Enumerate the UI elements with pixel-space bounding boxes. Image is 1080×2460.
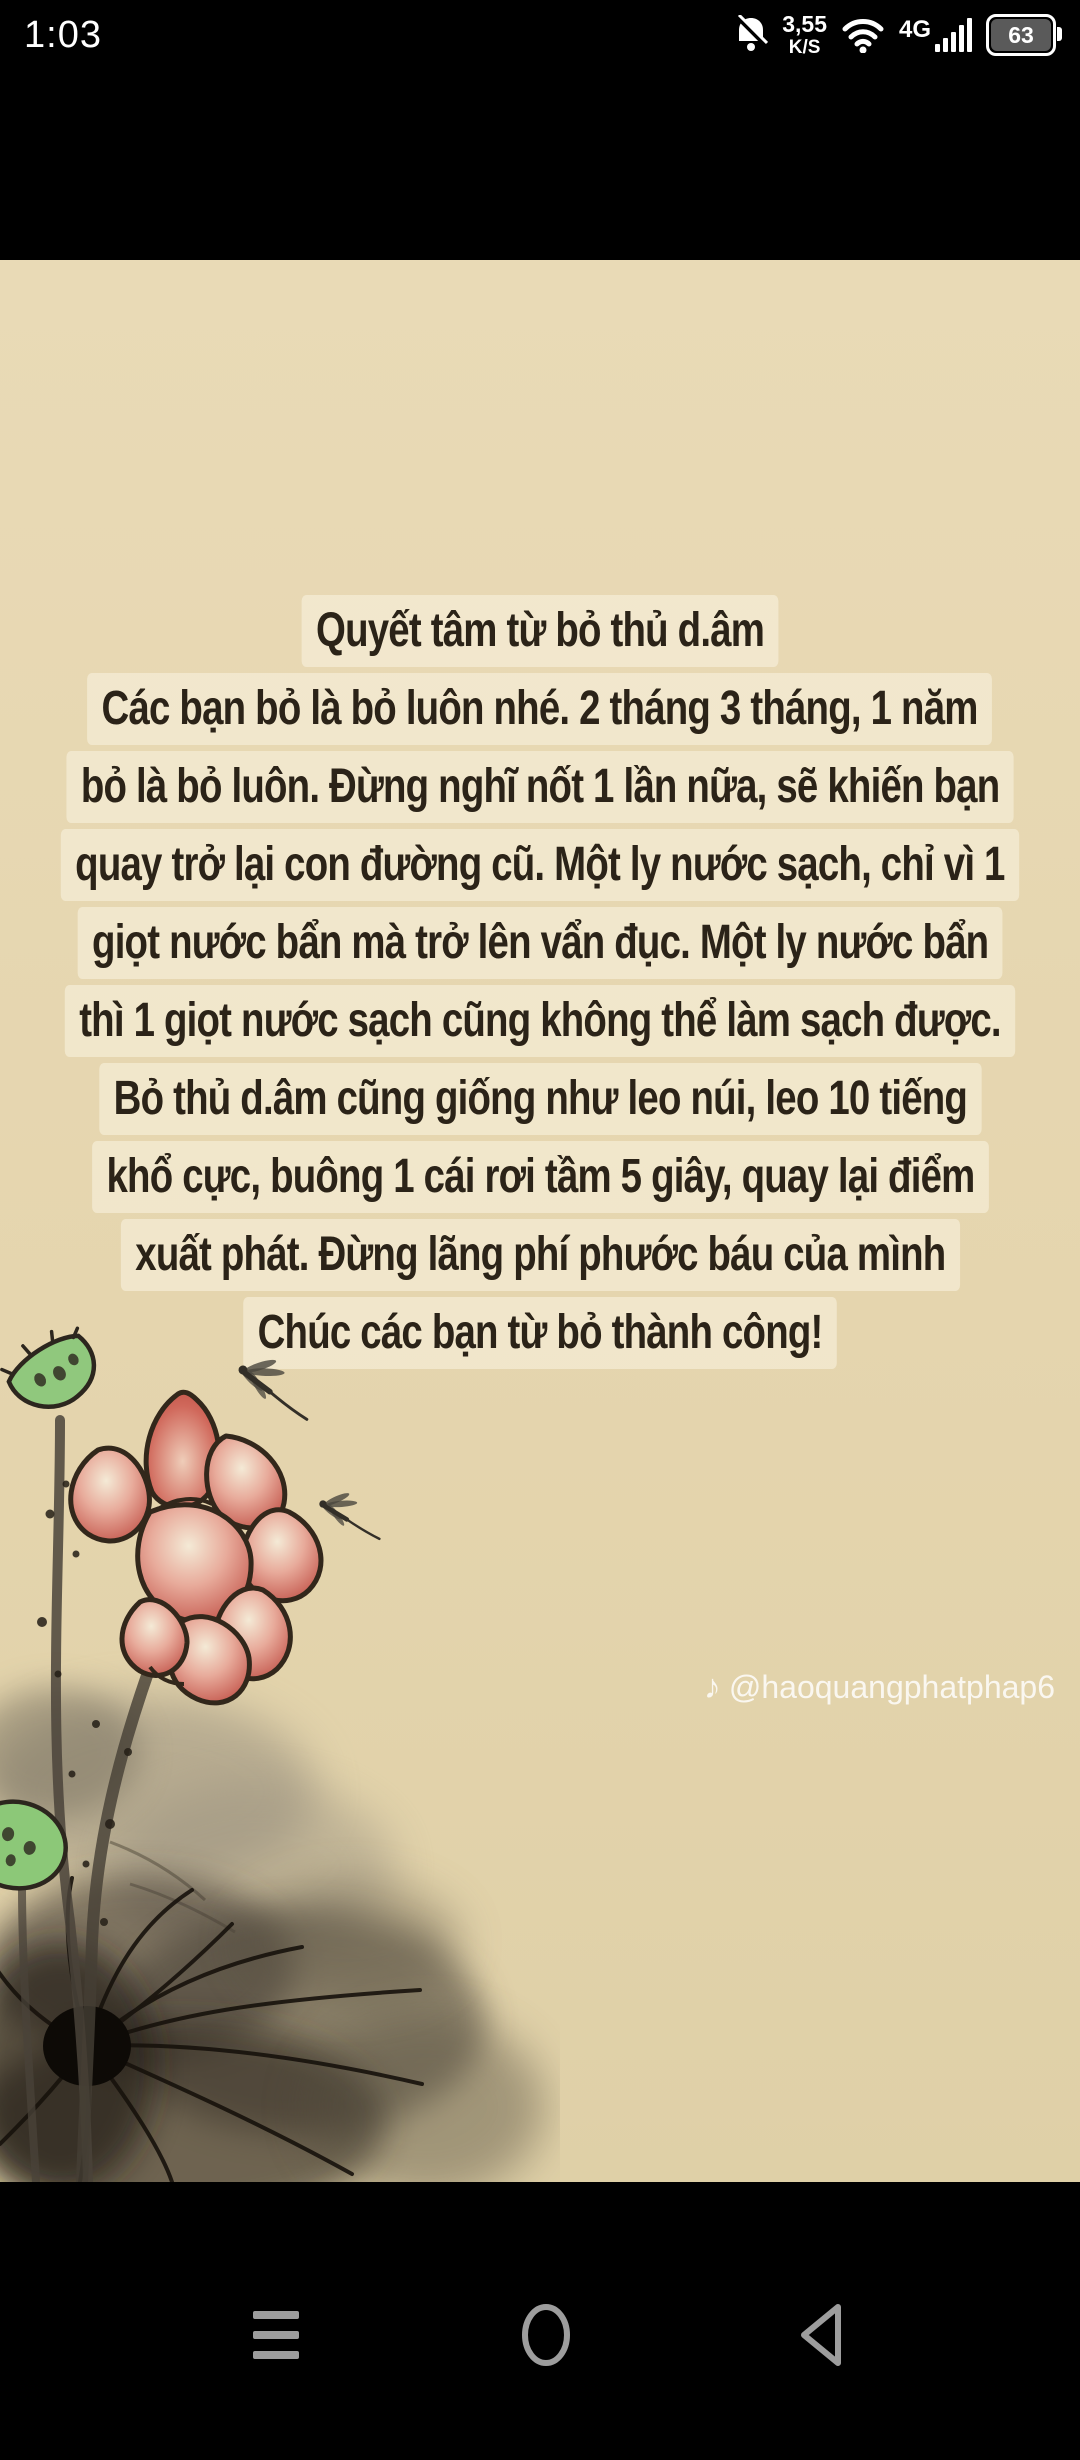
poster-line: Bỏ thủ d.âm cũng giống như leo núi, leo 10 tiếng <box>99 1063 981 1136</box>
poster-line: Các bạn bỏ là bỏ luôn nhé. 2 tháng 3 tháng, 1 năm <box>88 673 993 746</box>
back-icon <box>794 2301 846 2369</box>
home-button[interactable] <box>501 2290 591 2380</box>
bell-muted-icon <box>734 15 768 55</box>
home-icon <box>519 2302 573 2368</box>
back-button[interactable] <box>775 2290 865 2380</box>
lotus-seed-pod <box>0 1322 107 1423</box>
dragonfly-icon <box>316 1487 386 1539</box>
poster-line: xuất phát. Đừng lãng phí phước báu của mình <box>121 1219 960 1292</box>
tiktok-note-icon: ♪ <box>703 1668 721 1706</box>
tiktok-handle: @haoquangphatphap6 <box>728 1669 1055 1705</box>
clock: 1:03 <box>24 13 102 56</box>
status-bar <box>0 0 1080 70</box>
poster-line: giọt nước bẩn mà trở lên vẩn đục. Một ly nước bẩn <box>77 907 1002 980</box>
lotus-flower <box>71 1392 321 1703</box>
lotus-ink-painting <box>0 1322 560 2182</box>
dragonfly-icon <box>231 1350 320 1420</box>
poster-title: Quyết tâm từ bỏ thủ d.âm <box>302 595 779 668</box>
wifi-icon <box>841 17 885 53</box>
poster-line: bỏ là bỏ luôn. Đừng nghĩ nốt 1 lần nữa, sẽ khiến bạn <box>66 751 1013 824</box>
battery-percent: 63 <box>1008 21 1034 48</box>
signal-bars-icon <box>935 18 972 52</box>
poster-line: khổ cực, buông 1 cái rơi tầm 5 giây, quay lại điểm <box>92 1141 989 1214</box>
menu-button[interactable] <box>231 2290 321 2380</box>
poster-image[interactable] <box>0 260 1080 2182</box>
android-nav-bar <box>0 2182 1080 2460</box>
menu-icon <box>253 2311 299 2359</box>
tiktok-watermark <box>704 1668 1055 1707</box>
poster-line: thì 1 giọt nước sạch cũng không thể làm sạch được. <box>65 985 1015 1058</box>
poster-line: quay trở lại con đường cũ. Một ly nước sạch, chỉ vì 1 <box>61 829 1019 902</box>
poster-line: Chúc các bạn từ bỏ thành công! <box>243 1297 837 1370</box>
network-speed: 3,55 K/S <box>782 11 827 58</box>
cellular-status: 4G <box>899 18 972 52</box>
battery-icon <box>986 14 1056 56</box>
quote-text-block <box>0 592 1080 1372</box>
